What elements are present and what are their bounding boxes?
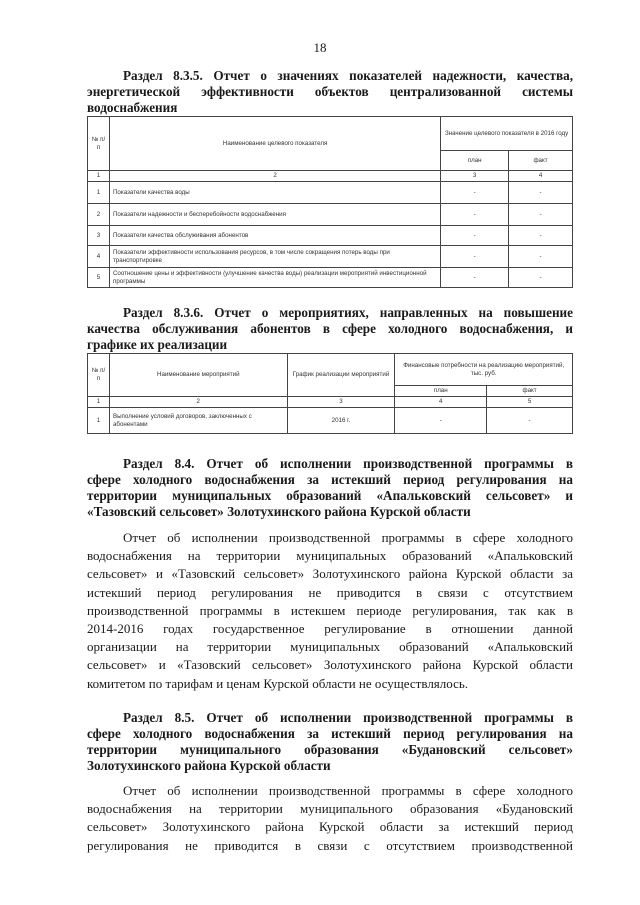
- heading-line: территории муниципального образования «Будановский сельсовет»: [87, 742, 573, 757]
- row-schedule: 2016 г.: [287, 408, 395, 434]
- heading-line: Раздел 8.4. Отчет об исполнении производственной программы в: [123, 456, 573, 471]
- col-fact-header: факт: [487, 386, 573, 397]
- row-fact: -: [509, 226, 573, 246]
- col-fact-header: факт: [509, 151, 573, 171]
- row-name: Выполнение условий договоров, заключенных с абонентами: [109, 408, 287, 434]
- heading-line: водоснабжения: [87, 100, 178, 115]
- paragraph-line: сельсовет» Золотухинского района Курской области за истекший период: [87, 819, 573, 835]
- index-cell: 1: [88, 171, 110, 182]
- table-row: [88, 226, 573, 246]
- paragraph-line: организации на территории муниципальных образований «Апальковский: [87, 639, 573, 655]
- row-name: Показатели качества воды: [109, 182, 440, 204]
- row-plan: -: [441, 204, 509, 226]
- row-fact: -: [487, 408, 573, 434]
- table-row: [88, 268, 573, 288]
- page-number: 18: [313, 40, 327, 55]
- table-row: [88, 408, 573, 434]
- row-name: Показатели надежности и бесперебойности водоснабжения: [109, 204, 440, 226]
- paragraph-line: водоснабжения на территории муниципального образования «Будановский: [87, 801, 573, 817]
- row-plan: -: [441, 182, 509, 204]
- index-cell: 5: [487, 397, 573, 408]
- row-plan: -: [441, 246, 509, 268]
- heading-line: Раздел 8.5. Отчет об исполнении производственной программы в: [123, 710, 573, 725]
- row-plan: -: [395, 408, 487, 434]
- paragraph-line: водоснабжения на территории муниципальных образований «Апальковский: [87, 548, 573, 564]
- index-cell: 3: [287, 397, 395, 408]
- paragraph-line: регулирования не приводится в связи с отсутствием производственной: [87, 837, 573, 853]
- measures-table: [87, 353, 573, 434]
- paragraph-line: сельсовет» и «Тазовский сельсовет» Золотухинского района Курской области за: [87, 566, 573, 582]
- row-num: 1: [88, 182, 110, 204]
- row-fact: -: [509, 268, 573, 288]
- row-fact: -: [509, 246, 573, 268]
- col-num-header: № п/п: [88, 354, 110, 397]
- heading-line: сфере холодного водоснабжения за истекший период регулирования на: [87, 472, 573, 487]
- row-name: Показатели качества обслуживания абонентов: [109, 226, 440, 246]
- index-cell: 4: [395, 397, 487, 408]
- heading-line: Золотухинского района Курской области: [87, 758, 331, 773]
- paragraph-line: истекший период регулирования не приводится в связи с отсутствием: [87, 584, 573, 600]
- col-value-header: Значение целевого показателя в 2016 году: [441, 117, 573, 151]
- col-num-header: № п/п: [88, 117, 110, 171]
- row-num: 5: [88, 268, 110, 288]
- paragraph-line: комитетом по тарифам и ценам Курской области не осуществлялось.: [87, 675, 469, 691]
- section-84-paragraph: [87, 529, 573, 693]
- paragraph-line: Отчет об исполнении производственной программы в сфере холодного: [123, 530, 573, 545]
- col-plan-header: план: [441, 151, 509, 171]
- indicators-table: [87, 116, 573, 288]
- heading-line: Раздел 8.3.6. Отчет о мероприятиях, направленных на повышение: [123, 305, 573, 320]
- table-row: [88, 204, 573, 226]
- col-name-header: Наименование целевого показателя: [109, 117, 440, 171]
- section-835-heading: [87, 68, 573, 116]
- paragraph-line: Отчет об исполнении производственной программы в сфере холодного: [123, 783, 573, 798]
- row-fact: -: [509, 204, 573, 226]
- section-836-heading: [87, 305, 573, 353]
- table-row: [88, 182, 573, 204]
- row-plan: -: [441, 226, 509, 246]
- row-num: 3: [88, 226, 110, 246]
- index-cell: 1: [88, 397, 110, 408]
- index-cell: 4: [509, 171, 573, 182]
- index-cell: 2: [109, 397, 287, 408]
- row-num: 2: [88, 204, 110, 226]
- row-fact: -: [509, 182, 573, 204]
- section-85-heading: [87, 710, 573, 774]
- index-cell: 2: [109, 171, 440, 182]
- paragraph-line: 2014-2016 годах государственное регулирование в отношении данной: [87, 621, 573, 637]
- row-name: Соотношение цены и эффективности (улучшение качества воды) реализации мероприятий инвестиционной программы: [109, 268, 440, 288]
- col-plan-header: план: [395, 386, 487, 397]
- heading-line: качества обслуживания абонентов в сфере холодного водоснабжения, и: [87, 321, 573, 336]
- heading-line: энергетической эффективности объектов централизованной системы: [87, 84, 573, 99]
- heading-line: территории муниципальных образований «Апальковский сельсовет» и: [87, 488, 573, 503]
- heading-line: «Тазовский сельсовет» Золотухинского района Курской области: [87, 504, 471, 519]
- heading-line: графике их реализации: [87, 337, 228, 352]
- table-row: [88, 246, 573, 268]
- row-plan: -: [441, 268, 509, 288]
- row-num: 1: [88, 408, 110, 434]
- paragraph-line: сельсовет» и «Тазовский сельсовет» Золотухинского района Курской области: [87, 657, 573, 673]
- row-num: 4: [88, 246, 110, 268]
- index-cell: 3: [441, 171, 509, 182]
- section-85-paragraph: [87, 782, 573, 855]
- col-name-header: Наименование мероприятий: [109, 354, 287, 397]
- row-name: Показатели эффективности использования ресурсов, в том числе сокращения потерь воды при транспортировке: [109, 246, 440, 268]
- section-84-heading: [87, 456, 573, 520]
- heading-line: сфере холодного водоснабжения за истекший период регулирования на: [87, 726, 573, 741]
- paragraph-line: производственной программы в истекшем периоде регулирования, так как в: [87, 602, 573, 618]
- heading-line: Раздел 8.3.5. Отчет о значениях показателей надежности, качества,: [123, 68, 573, 83]
- col-finance-header: Финансовые потребности на реализацию мероприятий, тыс. руб.: [395, 354, 573, 386]
- col-schedule-header: График реализации мероприятий: [287, 354, 395, 397]
